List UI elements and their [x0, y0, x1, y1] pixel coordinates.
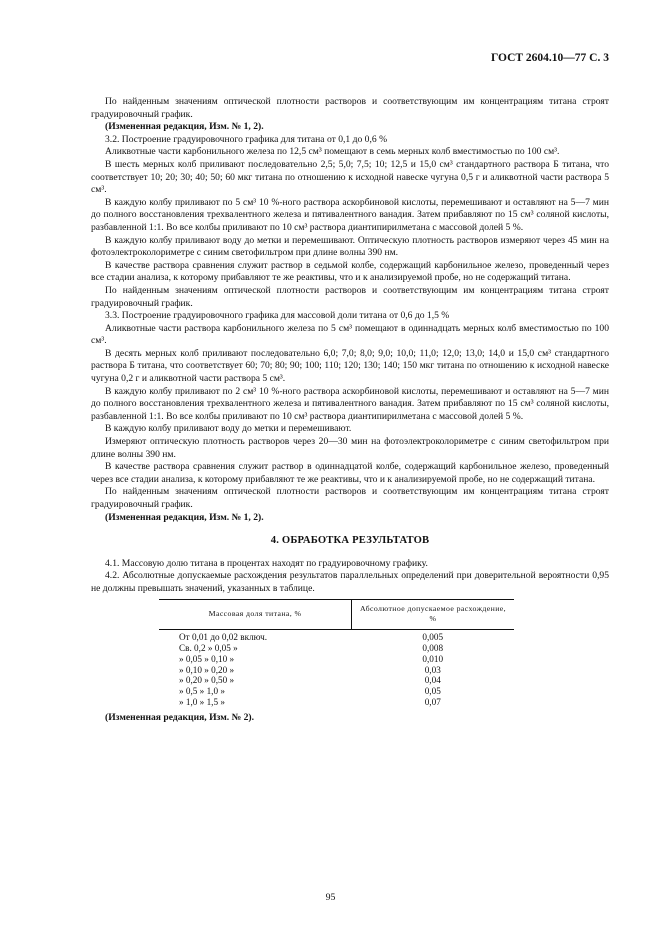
value-cell: 0,010 — [422, 653, 444, 664]
paragraph: Аликвотные части карбонильного железа по 12,5 см³ помещают в семь мерных колб вместимостью по 100 см³. — [105, 146, 560, 158]
value-cell: 0,05 — [424, 686, 441, 697]
page-content — [91, 96, 609, 724]
range-cell: От 0,01 до 0,02 включ. — [179, 632, 268, 643]
range-cell: » 0,20 » 0,50 » — [179, 675, 235, 686]
paragraph: В каждую колбу приливают по 2 см³ 10 %-ного раствора аскорбиновой кислоты, перемешивают и оставляют на 5—7 мин до полного восстановления трехвалентного железа и пятивалентного ванадия. Затем прибавляют по 15 см³ соляной кислоты, разбавленной 1:1. Во все колбы приливают по 10 см³ раствора диантипирилметана с массовой долей 5 %. — [91, 385, 609, 422]
page-number: 95 — [325, 892, 336, 903]
paragraph: По найденным значениям оптической плотности растворов и соответствующим им концентрациям титана строят градуировочный график. — [91, 486, 609, 510]
value-cell: 0,005 — [422, 632, 444, 643]
table-row — [159, 686, 514, 697]
paragraph: 4.2. Абсолютные допускаемые расхождения результатов параллельных определений при доверительной вероятности 0,95 не должны превышать значений, указанных в таблице. — [91, 570, 609, 594]
range-cell: Св. 0,2 » 0,05 » — [179, 642, 238, 653]
table-row — [159, 654, 514, 665]
section-heading: 4. ОБРАБОТКА РЕЗУЛЬТАТОВ — [270, 535, 430, 547]
table-row — [159, 665, 514, 676]
paragraph: Измеряют оптическую плотность растворов через 20—30 мин на фотоэлектроколориметре с синим светофильтром при длине волны 390 нм. — [91, 436, 609, 460]
table-row — [159, 643, 514, 654]
value-cell: 0,03 — [424, 664, 441, 675]
value-cell: 0,04 — [424, 675, 441, 686]
amendment-note: (Измененная редакция, Изм. № 1, 2). — [105, 121, 264, 133]
table-row — [159, 697, 514, 708]
paragraph: 4.1. Массовую долю титана в процентах находят по градуировочному графику. — [105, 557, 428, 569]
tolerance-table — [159, 599, 514, 708]
paragraph: В качестве раствора сравнения служит раствор в седьмой колбе, содержащий карбонильное железо, проведенный через все стадии анализа, к которому прибавляют те же реактивы, что и к анализируемой пробе, но не содержащий титана. — [91, 259, 609, 284]
table-row — [159, 675, 514, 686]
subsection-heading: 3.2. Построение градуировочного графика для титана от 0,1 до 0,6 % — [105, 133, 388, 145]
table-header-tolerance: Абсолютное допускаемое расхождение, % — [352, 599, 515, 630]
value-cell: 0,008 — [422, 642, 444, 653]
range-cell: » 0,5 » 1,0 » — [179, 686, 225, 697]
value-cell: 0,07 — [424, 696, 441, 707]
page-header: ГОСТ 2604.10—77 С. 3 — [490, 52, 609, 64]
subsection-heading: 3.3. Построение градуировочного графика для массовой доли титана от 0,6 до 1,5 % — [105, 310, 450, 322]
range-cell: » 1,0 » 1,5 » — [179, 696, 225, 707]
paragraph: В каждую колбу приливают воду до метки и перемешивают. Оптическую плотность растворов измеряют через 45 мин на фотоэлектроколориметре с синим светофильтром при длине волны 390 нм. — [91, 234, 609, 259]
paragraph: Аликвотные части раствора карбонильного железа по 5 см³ помещают в одиннадцать мерных колб вместимостью по 100 см³. — [91, 322, 609, 347]
paragraph: В каждую колбу приливают воду до метки и перемешивают. — [105, 423, 352, 435]
table-row — [159, 630, 514, 643]
paragraph: В качестве раствора сравнения служит раствор в одиннадцатой колбе, содержащий карбонильное железо, проведенный через все стадии анализа, к которому прибавляют те же реактивы, что и к анализируемой пробе, но не содержащий титана. — [91, 461, 609, 485]
table-header-mass-fraction: Массовая доля титана, % — [159, 599, 352, 630]
amendment-note: (Измененная редакция, Изм. № 1, 2). — [105, 511, 264, 523]
paragraph: В шесть мерных колб приливают последовательно 2,5; 5,0; 7,5; 10; 12,5 и 15,0 см³ стандартного раствора Б титана, что соответствует 10; 20; 30; 40; 50; 60 мкг титана по отношению к исходной навеске чугуна 0,5 г и аликвотной части раствора 5 см³. — [91, 158, 609, 196]
paragraph: В десять мерных колб приливают последовательно 6,0; 7,0; 8,0; 9,0; 10,0; 11,0; 12,0; 13,0; 14,0 и 15,0 см³ стандартного раствора Б титана, что соответствует 60; 70; 80; 90; 100; 110; 120; 130; 140; 150 мкг титана по отношению к исходной навеске чугуна 0,2 г и аликвотной части раствора 5 см³. — [91, 347, 609, 385]
amendment-note: (Измененная редакция, Изм. № 2). — [105, 711, 255, 723]
range-cell: » 0,05 » 0,10 » — [179, 653, 235, 664]
paragraph: По найденным значениям оптической плотности растворов и соответствующим им концентрациям титана строят градуировочный график. — [91, 284, 609, 309]
paragraph: По найденным значениям оптической плотности растворов и соответствующим им концентрациям титана строят градуировочный график. — [91, 96, 609, 120]
range-cell: » 0,10 » 0,20 » — [179, 664, 235, 675]
paragraph: В каждую колбу приливают по 5 см³ 10 %-ного раствора аскорбиновой кислоты, перемешивают и оставляют на 5—7 мин до полного восстановления трехвалентного железа и пятивалентного ванадия. Затем прибавляют по 15 см³ соляной кислоты, разбавленной 1:1. Во все колбы приливают по 10 см³ раствора диантипирилметана с массовой долей 5 %. — [91, 196, 609, 233]
